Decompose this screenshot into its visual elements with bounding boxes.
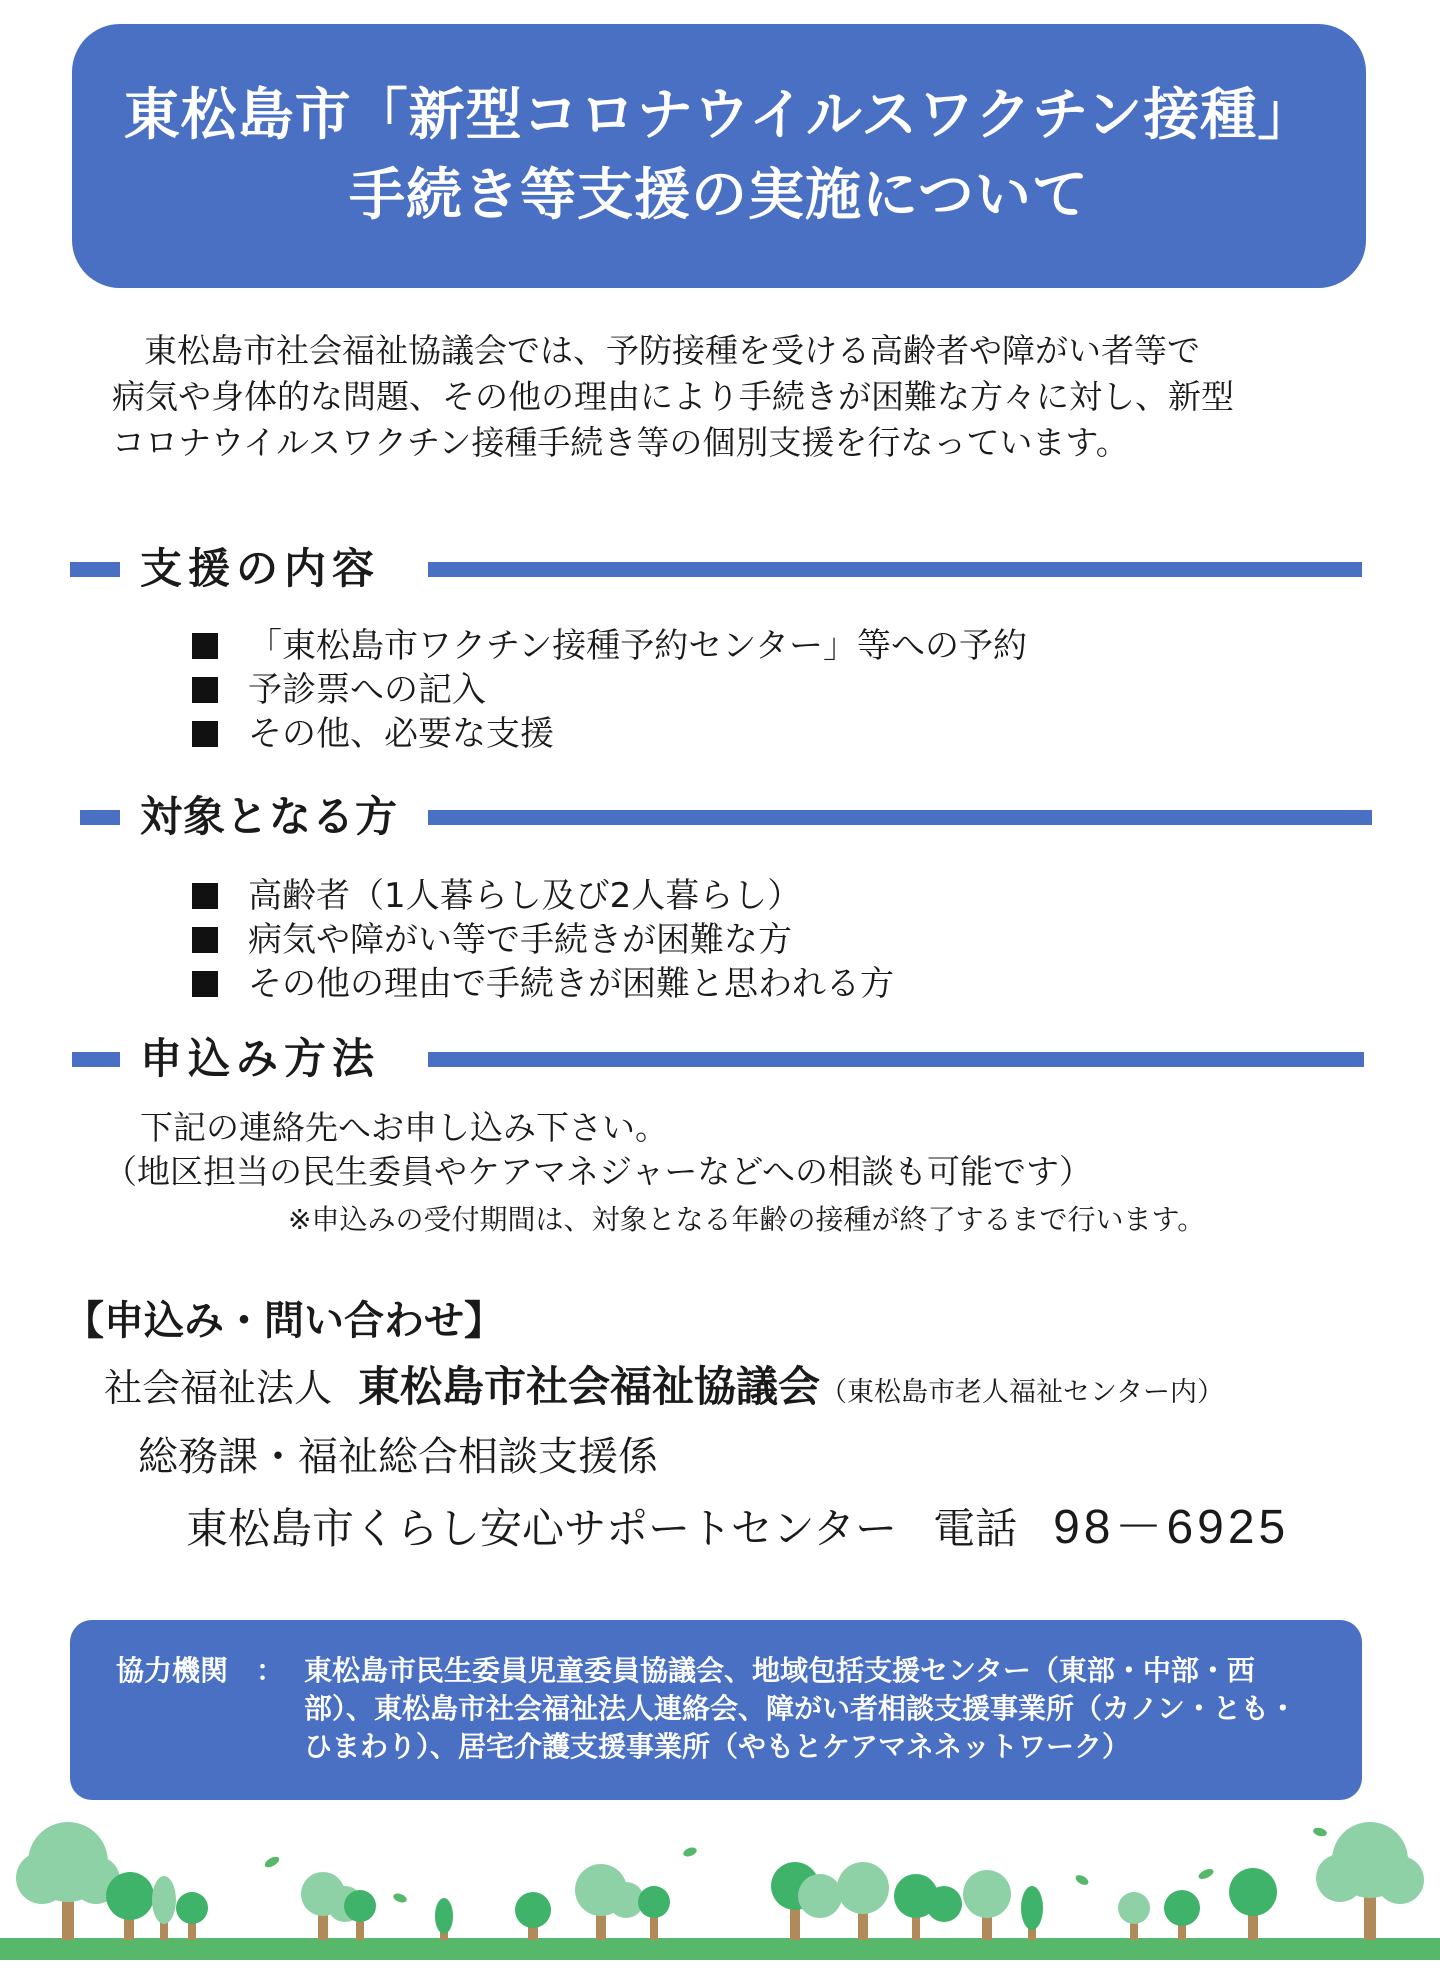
section-heading-apply: 申込み方法: [140, 1034, 381, 1083]
leaf-icon: [263, 1855, 281, 1870]
org-type: 社会福祉法人: [104, 1366, 333, 1410]
list-item-text: 予診票への記入: [248, 670, 486, 710]
cooperation-line-3: ひまわり）、居宅介護支援事業所（やもとケアマネネットワーク）: [304, 1730, 1131, 1763]
tree-icon: [435, 1898, 453, 1940]
bullet-square-icon: [192, 677, 218, 703]
tree-icon: [152, 1876, 176, 1940]
trees-illustration: [0, 1800, 1440, 1975]
apply-instruction: 下記の連絡先へお申し込み下さい。: [140, 1108, 668, 1147]
intro-line-3: コロナウイルスワクチン接種手続き等の個別支援を行なっています。: [112, 423, 1129, 462]
tree-icon: [176, 1892, 208, 1940]
bullet-square-icon: [192, 927, 218, 953]
cooperation-box: [70, 1620, 1362, 1800]
org-location: （東松島市老人福祉センター内）: [820, 1377, 1224, 1408]
section-bar-right: [428, 1052, 1364, 1067]
intro-paragraph: [112, 328, 1342, 466]
bullet-square-icon: [192, 883, 218, 909]
bullet-square-icon: [192, 971, 218, 997]
tree-icon: [771, 1862, 842, 1940]
phone-label: 電話: [933, 1504, 1018, 1553]
center-name: 東松島市くらし安心サポートセンター: [186, 1504, 898, 1553]
tree-icon: [106, 1872, 154, 1940]
list-item-text: 「東松島市ワクチン接種予約センター」等への予約: [248, 626, 1027, 666]
list-item-text: 病気や障がい等で手続きが困難な方: [248, 920, 792, 960]
apply-consult-note: （地区担当の民生委員やケアマネジャーなどへの相談も可能です）: [104, 1152, 1093, 1191]
tree-icon: [837, 1862, 889, 1940]
bullet-square-icon: [192, 633, 218, 659]
intro-line-1: 東松島市社会福祉協議会では、予防接種を受ける高齢者や障がい者等で: [144, 331, 1200, 370]
tree-icon: [638, 1886, 670, 1940]
support-list: [192, 624, 1027, 756]
tree-icon: [515, 1892, 551, 1940]
tree-icon: [575, 1864, 644, 1940]
list-item-text: その他の理由で手続きが困難と思われる方: [248, 964, 894, 1004]
list-item: [192, 874, 894, 918]
list-item: [192, 962, 894, 1006]
list-item-text: その他、必要な支援: [248, 714, 554, 754]
section-bar-right: [428, 810, 1372, 825]
list-item: [192, 918, 894, 962]
leaf-icon: [1074, 1873, 1090, 1887]
section-bar-left: [70, 562, 120, 577]
tree-icon: [1164, 1890, 1200, 1940]
list-item-text: 高齢者（1人暮らし及び2人暮らし）: [248, 876, 802, 916]
cooperation-line-1: 東松島市民生委員児童委員協議会、地域包括支援センター（東部・中部・西: [304, 1654, 1255, 1687]
title-banner: [72, 24, 1366, 288]
list-item: [192, 712, 1027, 756]
leaf-icon: [1312, 1826, 1328, 1837]
section-heading-support: 支援の内容: [140, 544, 381, 593]
phone-number: 98－6925: [1053, 1501, 1290, 1554]
cooperation-line-2: 部）、東松島市社会福祉法人連絡会、障がい者相談支援事業所（カノン・とも・: [304, 1692, 1297, 1725]
section-heading-target: 対象となる方: [140, 792, 399, 841]
bullet-square-icon: [192, 721, 218, 747]
leaf-icon: [1197, 1867, 1215, 1881]
tree-icon: [1229, 1868, 1277, 1940]
center-line: [186, 1502, 1289, 1555]
tree-icon: [1316, 1822, 1424, 1940]
contact-heading: 【申込み・問い合わせ】: [64, 1298, 504, 1344]
list-item: [192, 624, 1027, 668]
ground-strip: [0, 1938, 1440, 1960]
tree-icon: [1021, 1886, 1043, 1940]
cooperation-label: 協力機関 ：: [116, 1654, 285, 1687]
title-line-1: 東松島市「新型コロナウイルスワクチン接種」: [123, 83, 1315, 148]
cooperation-text: [304, 1652, 1324, 1766]
section-bar-right: [428, 562, 1362, 577]
section-bar-left: [80, 810, 120, 825]
section-bar-left: [72, 1052, 120, 1067]
apply-period-note: ※申込みの受付期間は、対象となる年齢の接種が終了するまで行います。: [288, 1203, 1206, 1236]
tree-icon: [1118, 1892, 1150, 1940]
leaf-icon: [392, 1892, 408, 1904]
tree-icon: [894, 1874, 962, 1940]
tree-icon: [16, 1822, 120, 1940]
target-list: [192, 874, 894, 1006]
list-item: [192, 668, 1027, 712]
org-name: 東松島市社会福祉協議会: [358, 1362, 821, 1411]
title-line-2: 手続き等支援の実施について: [349, 163, 1089, 228]
tree-icon: [344, 1890, 376, 1940]
org-line: [104, 1362, 1224, 1418]
intro-line-2: 病気や身体的な問題、その他の理由により手続きが困難な方々に対し、新型: [112, 377, 1234, 416]
department-line: 総務課・福祉総合相談支援係: [138, 1434, 658, 1480]
tree-icon: [963, 1870, 1011, 1940]
leaf-icon: [682, 1846, 698, 1858]
